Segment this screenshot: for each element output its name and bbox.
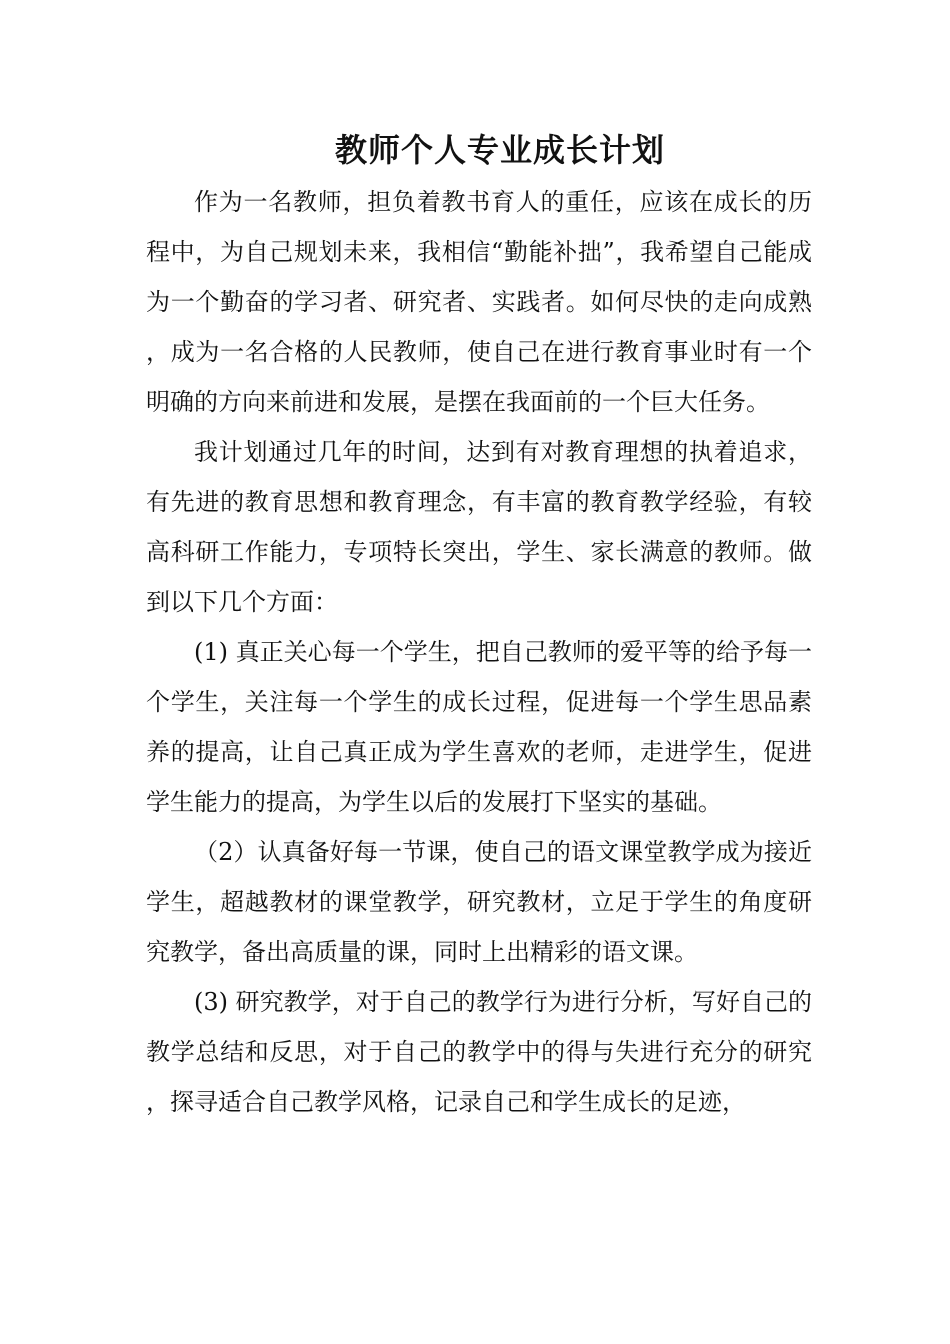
paragraph-item-3: (3) 研究教学，对于自己的教学行为进行分析，写好自己的教学总结和反思，对于自己的教学中的得与失进行充分的研究，探寻适合自己教学风格，记录自己和学生成长的足迹，: [146, 988, 812, 1116]
paragraph-item-1: (1) 真正关心每一个学生，把自己教师的爱平等的给予每一个学生，关注每一个学生的成长过程，促进每一个学生思品素养的提高，让自己真正成为学生喜欢的老师，走进学生，促进学生能力的提高，为学生以后的发展打下坚实的基础。: [146, 638, 812, 816]
paragraph-item-2: （2）认真备好每一节课，使自己的语文课堂教学成为接近学生，超越教材的课堂教学，研究教材，立足于学生的角度研究教学，备出高质量的课，同时上出精彩的语文课。: [146, 838, 812, 966]
document-body: [146, 177, 812, 1127]
paragraph-intro: 作为一名教师，担负着教书育人的重任，应该在成长的历程中，为自己规划未来，我相信“勤能补拙”，我希望自己能成为一个勤奋的学习者、研究者、实践者。如何尽快的走向成熟，成为一名合格的人民教师，使自己在进行教育事业时有一个明确的方向来前进和发展，是摆在我面前的一个巨大任务。: [146, 188, 812, 416]
document-title: 教师个人专业成长计划: [334, 131, 665, 169]
paragraph-plan: 我计划通过几年的时间，达到有对教育理想的执着追求，有先进的教育思想和教育理念，有丰富的教育教学经验，有较高科研工作能力，专项特长突出，学生、家长满意的教师。做到以下几个方面：: [146, 438, 812, 616]
